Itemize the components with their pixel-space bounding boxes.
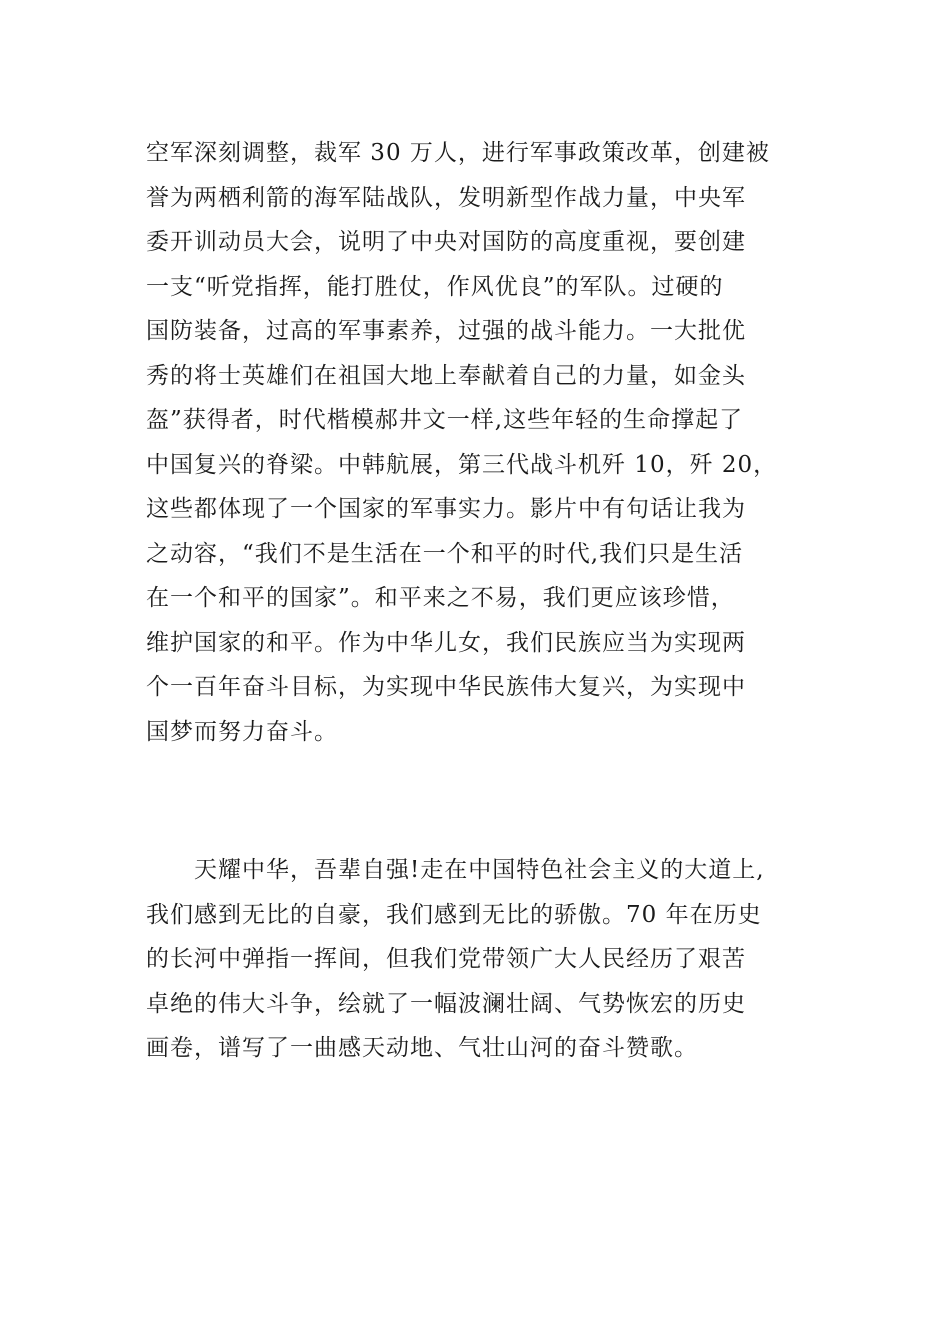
text-line: 委开训动员大会，说明了中央对国防的高度重视，要创建 <box>146 229 746 255</box>
text-line: 画卷，谱写了一曲感天动地、气壮山河的奋斗赞歌。 <box>146 1035 698 1061</box>
paragraph-national-defense <box>146 131 816 754</box>
text-line: 国梦而努力奋斗。 <box>146 718 338 745</box>
text-line: 天耀中华，吾辈自强!走在中国特色社会主义的大道上, <box>146 857 765 883</box>
text-line: 中国复兴的脊梁。中韩航展，第三代战斗机歼 10，歼 20， <box>146 451 778 478</box>
paragraph-closing <box>146 848 816 1071</box>
text-line: 盔”获得者，时代楷模郝井文一样,这些年轻的生命撑起了 <box>146 407 744 433</box>
text-line: 我们感到无比的自豪，我们感到无比的骄傲。70 年在历史 <box>146 901 762 928</box>
text-line: 在一个和平的国家”。和平来之不易，我们更应该珍惜， <box>146 585 735 611</box>
text-line: 的长河中弹指一挥间，但我们党带领广大人民经历了艰苦 <box>146 946 746 972</box>
text-line: 这些都体现了一个国家的军事实力。影片中有句话让我为 <box>146 496 746 522</box>
text-line: 国防装备，过高的军事素养，过强的战斗能力。一大批优 <box>146 318 746 344</box>
text-line: 卓绝的伟大斗争，绘就了一幅波澜壮阔、气势恢宏的历史 <box>146 990 746 1017</box>
text-line: 誉为两栖利箭的海军陆战队，发明新型作战力量，中央军 <box>146 184 746 211</box>
text-line: 个一百年奋斗目标，为实现中华民族伟大复兴，为实现中 <box>146 674 746 700</box>
text-line: 维护国家的和平。作为中华儿女，我们民族应当为实现两 <box>146 629 746 656</box>
text-line: 一支“听党指挥，能打胜仗，作风优良”的军队。过硬的 <box>146 273 724 300</box>
text-line: 空军深刻调整，裁军 30 万人，进行军事政策改革，创建被 <box>146 140 770 166</box>
text-line: 之动容，“我们不是生活在一个和平的时代,我们只是生活 <box>146 540 744 567</box>
text-line: 秀的将士英雄们在祖国大地上奉献着自己的力量，如金头 <box>146 362 746 389</box>
